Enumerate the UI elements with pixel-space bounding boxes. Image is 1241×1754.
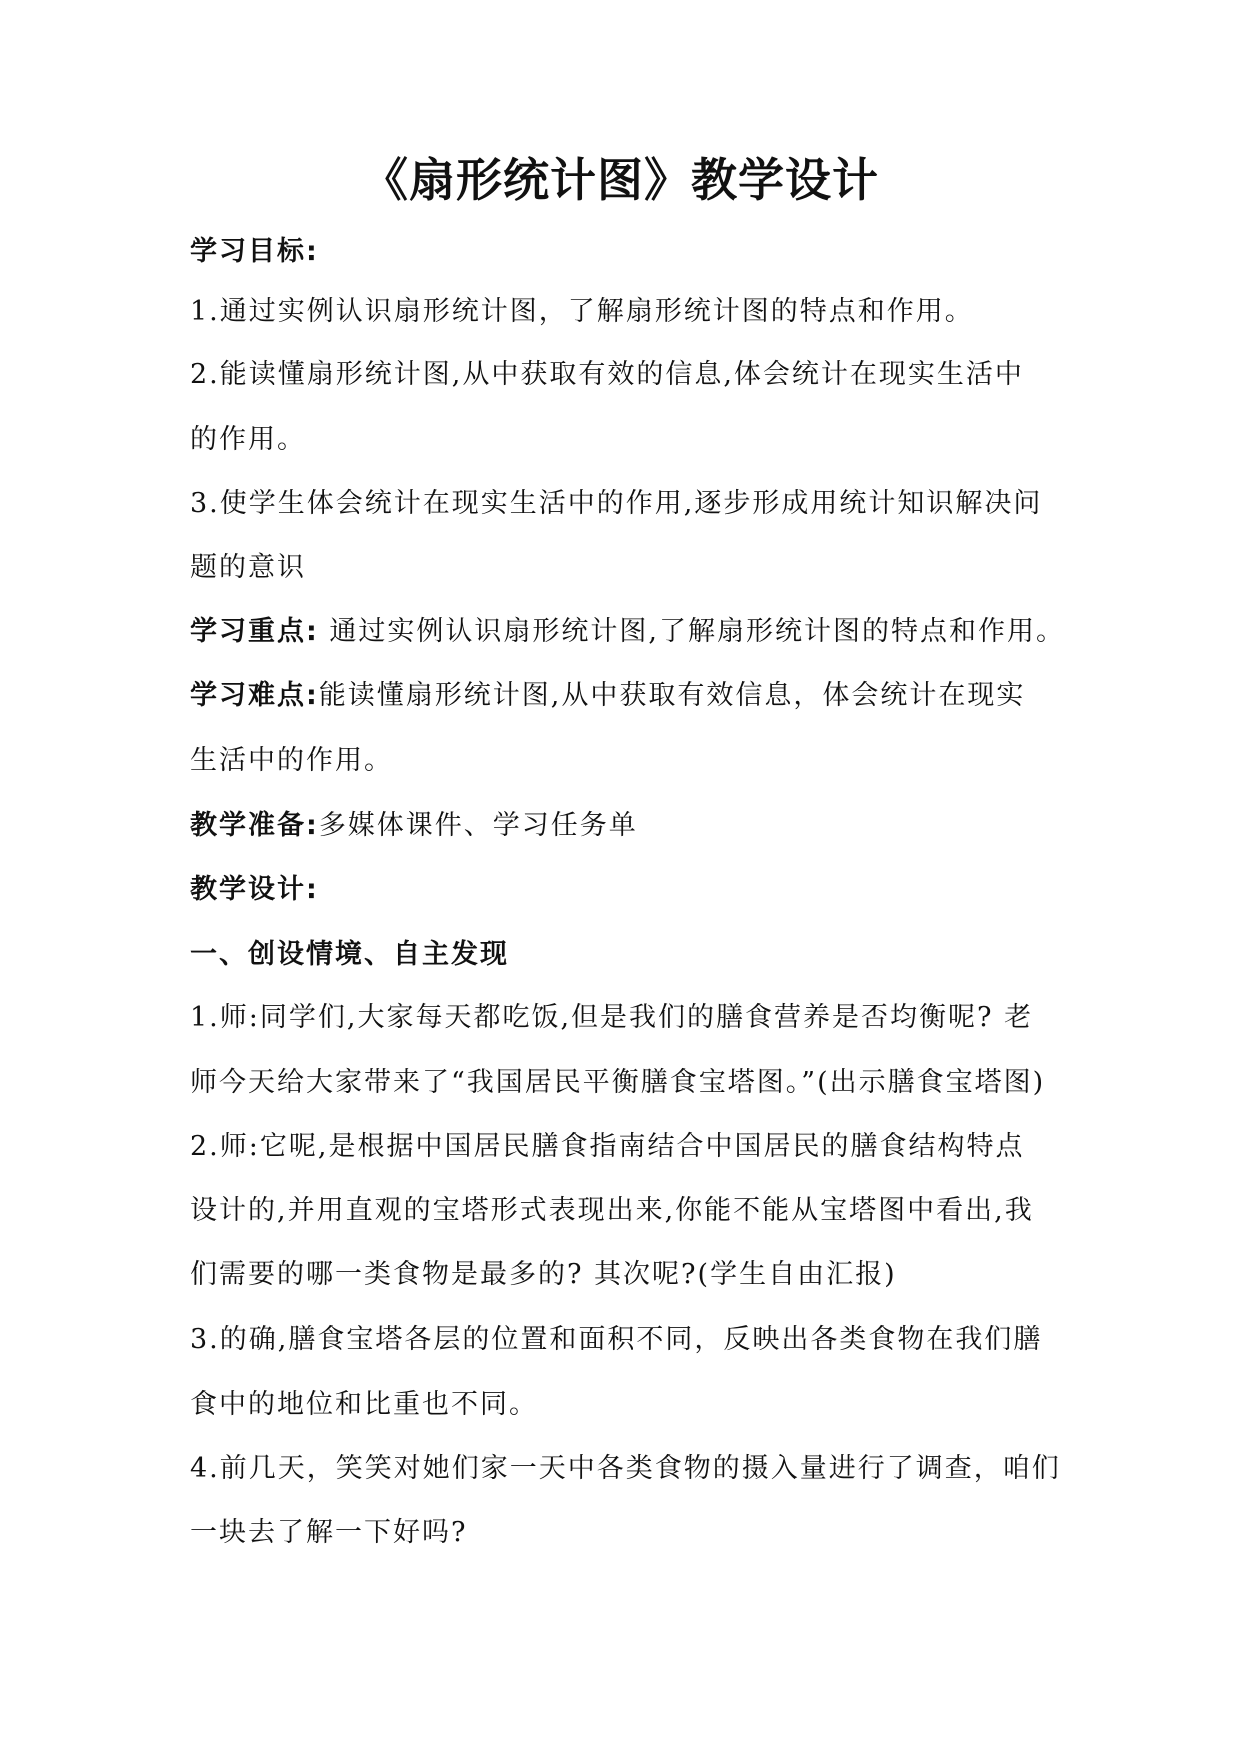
key-point-text: 通过实例认识扇形统计图,了解扇形统计图的特点和作用。 [318,616,1065,647]
document-title: 《扇形统计图》教学设计 [362,153,879,207]
difficulty-text: 能读懂扇形统计图,从中获取有效信息，体会统计在现实 [318,680,1026,711]
section-1-heading: 一、创设情境、自主发现 [190,939,509,970]
step-4-line-2: 一块去了解一下好吗? [190,1517,468,1548]
step-3-line-2: 食中的地位和比重也不同。 [190,1389,538,1420]
prep-label: 教学准备: [190,810,319,841]
objective-3-line-2: 题的意识 [190,552,306,583]
difficulty-label: 学习难点: [190,680,319,711]
step-2-line-2: 设计的,并用直观的宝塔形式表现出来,你能不能从宝塔图中看出,我 [190,1195,1034,1226]
objectives-heading: 学习目标: [190,236,319,267]
prep-paragraph [190,806,638,846]
design-heading: 教学设计: [190,874,319,905]
objective-3-line-1: 3.使学生体会统计在现实生活中的作用,逐步形成用统计知识解决问 [190,488,1043,519]
prep-text: 多媒体课件、学习任务单 [318,810,638,841]
objective-2-line-1: 2.能读懂扇形统计图,从中获取有效的信息,体会统计在现实生活中 [190,359,1024,390]
objective-2-line-2: 的作用。 [190,424,306,455]
objective-1: 1.通过实例认识扇形统计图，了解扇形统计图的特点和作用。 [190,296,974,327]
key-point-paragraph [190,612,1065,652]
key-point-label: 学习重点: [190,616,319,647]
step-4-line-1: 4.前几天，笑笑对她们家一天中各类食物的摄入量进行了调查，咱们 [190,1453,1061,1484]
difficulty-paragraph [190,676,1025,716]
step-1-line-1: 1.师:同学们,大家每天都吃饭,但是我们的膳食营养是否均衡呢? 老 [190,1002,1034,1033]
step-2-line-1: 2.师:它呢,是根据中国居民膳食指南结合中国居民的膳食结构特点 [190,1131,1025,1162]
step-2-line-3: 们需要的哪一类食物是最多的? 其次呢?(学生自由汇报) [190,1259,897,1290]
step-3-line-1: 3.的确,膳食宝塔各层的位置和面积不同，反映出各类食物在我们膳 [190,1324,1043,1355]
step-1-line-2: 师今天给大家带来了“我国居民平衡膳食宝塔图。”(出示膳食宝塔图) [190,1067,1046,1098]
difficulty-line-2: 生活中的作用。 [190,745,393,776]
